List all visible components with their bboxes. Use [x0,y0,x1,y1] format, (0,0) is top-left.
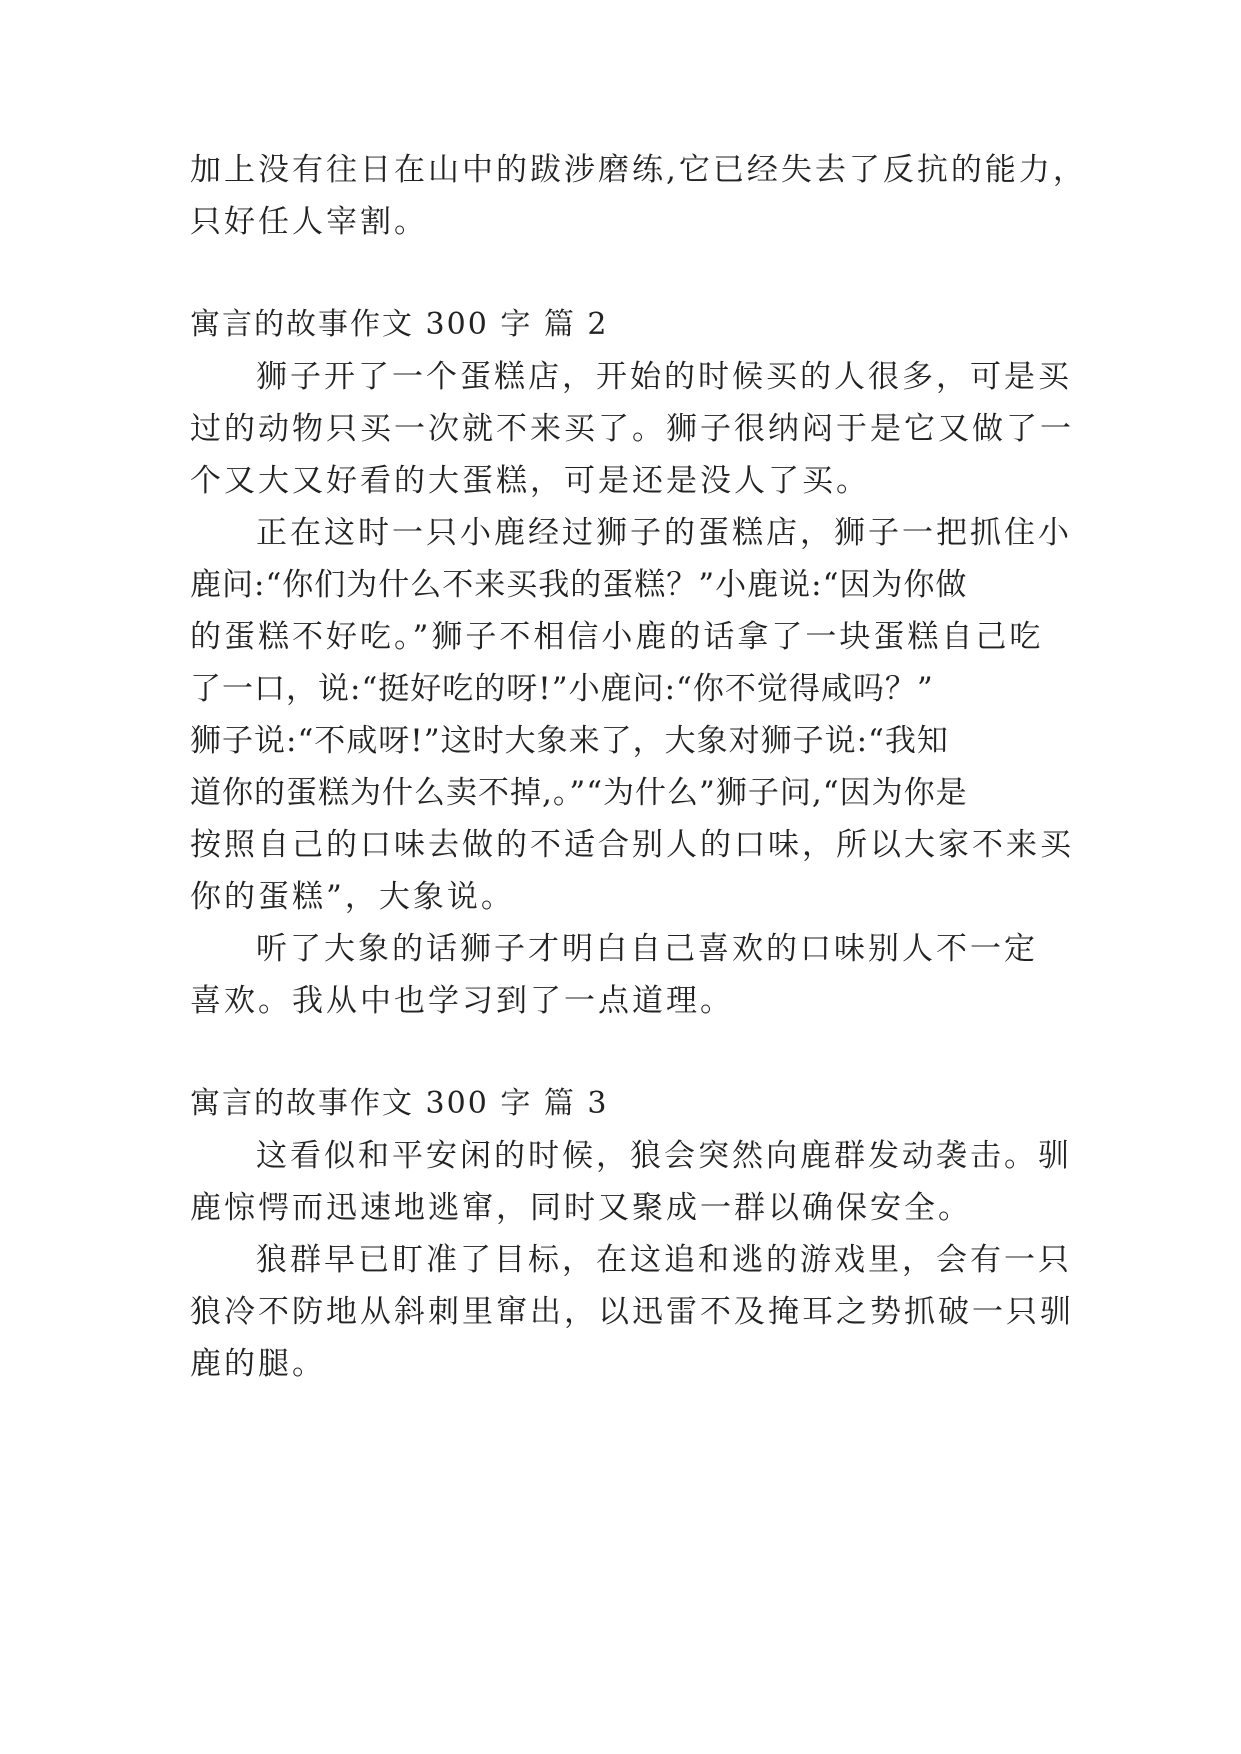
paragraph-line: 鹿的腿。 [190,1346,326,1382]
paragraph-line: 正在这时一只小鹿经过狮子的蛋糕店，狮子一把抓住小 [256,515,1072,551]
paragraph-line: 听了大象的话狮子才明白自己喜欢的口味别人不一定 [256,931,1038,967]
paragraph-line: 狼群早已盯准了目标，在这追和逃的游戏里，会有一只 [256,1242,1072,1278]
section-heading: 寓言的故事作文 300 字 篇 3 [190,1086,609,1121]
paragraph-line: 狮子开了一个蛋糕店，开始的时候买的人很多，可是买 [256,359,1072,395]
paragraph-line: 道你的蛋糕为什么卖不掉,。”“为什么”狮子问,“因为你是 [190,775,968,811]
paragraph-line: 这看似和平安闲的时候，狼会突然向鹿群发动袭击。驯 [256,1138,1072,1174]
paragraph-line: 狮子说:“不咸呀!”这时大象来了，大象对狮子说:“我知 [190,723,949,759]
paragraph-line: 你的蛋糕”，大象说。 [190,879,515,915]
paragraph-line: 按照自己的口味去做的不适合别人的口味，所以大家不来买 [190,827,1074,863]
paragraph-line: 鹿惊愕而迅速地逃窜，同时又聚成一群以确保安全。 [190,1190,972,1226]
paragraph-line: 个又大又好看的大蛋糕，可是还是没人了买。 [190,463,870,499]
paragraph-line: 了一口，说:“挺好吃的呀!”小鹿问:“你不觉得咸吗？” [190,671,934,707]
paragraph-line: 的蛋糕不好吃。”狮子不相信小鹿的话拿了一块蛋糕自己吃 [190,619,1044,655]
paragraph-line: 喜欢。我从中也学习到了一点道理。 [190,983,734,1019]
paragraph-line: 鹿问:“你们为什么不来买我的蛋糕？”小鹿说:“因为你做 [190,567,968,603]
intro-line: 只好任人宰割。 [190,204,428,240]
intro-line: 加上没有往日在山中的跋涉磨练,它已经失去了反抗的能力， [190,152,1087,188]
paragraph-line: 过的动物只买一次就不来买了。狮子很纳闷于是它又做了一 [190,411,1074,447]
paragraph-line: 狼冷不防地从斜刺里窜出，以迅雷不及掩耳之势抓破一只驯 [190,1294,1074,1330]
section-heading: 寓言的故事作文 300 字 篇 2 [190,307,609,342]
